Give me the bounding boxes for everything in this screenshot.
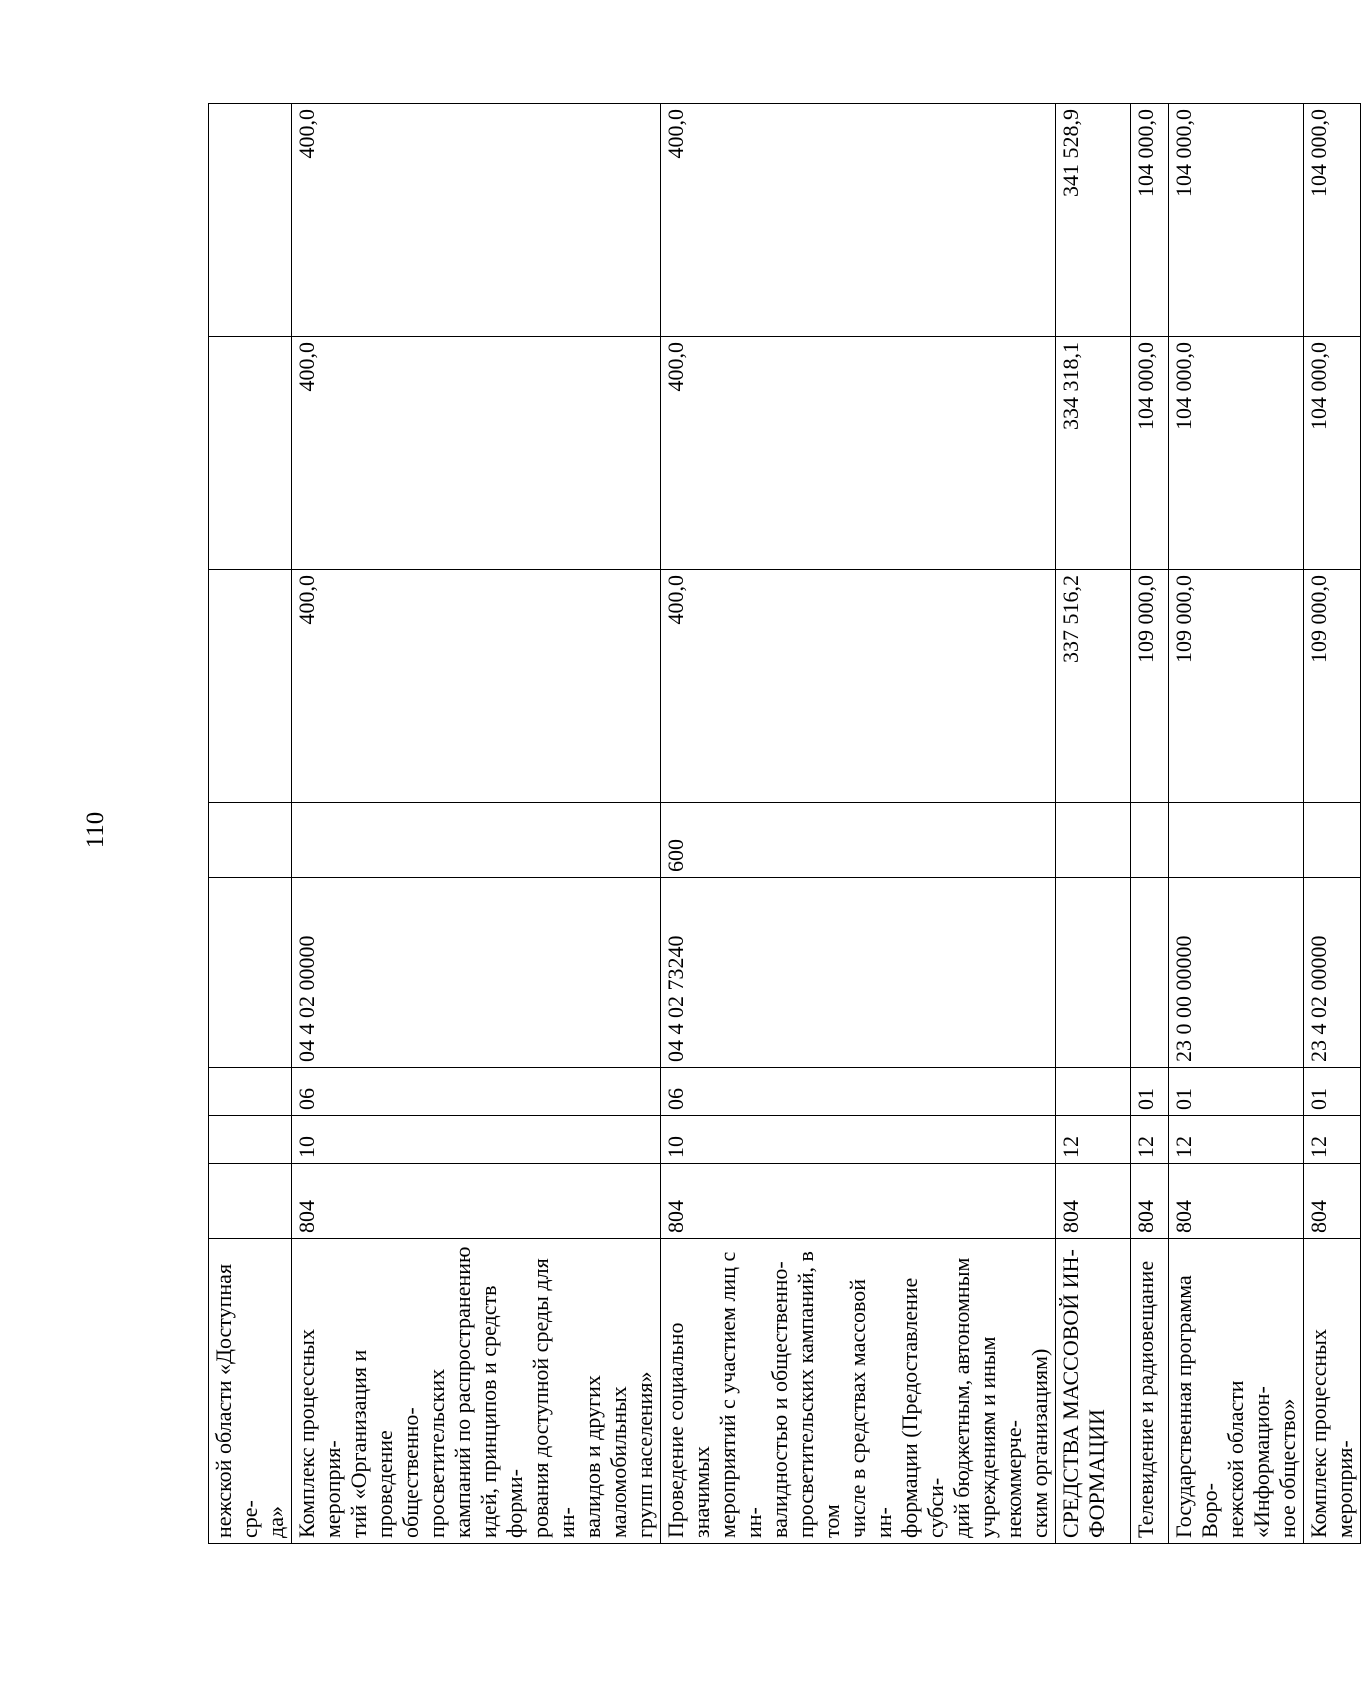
- csr-cell: 04 4 02 73240: [661, 878, 1056, 1068]
- csr-cell: [1056, 878, 1131, 1068]
- csr-cell: 23 0 00 00000: [1169, 878, 1304, 1068]
- csr-cell: [1131, 878, 1169, 1068]
- rz-cell: 12: [1169, 1116, 1304, 1164]
- year3-cell: 400,0: [661, 104, 1056, 337]
- table-row: [292, 104, 661, 1544]
- year1-cell: 109 000,0: [1131, 570, 1169, 803]
- vr-cell: 600: [661, 803, 1056, 878]
- table-row: [209, 104, 292, 1544]
- table-row: [1131, 104, 1169, 1544]
- budget-table: [208, 103, 1361, 1544]
- row-name: Телевидение и радиовещание: [1131, 1239, 1169, 1544]
- year1-cell: 109 000,0: [1304, 570, 1361, 803]
- year3-cell: 104 000,0: [1131, 104, 1169, 337]
- row-name: нежской области «Доступная сре- да»: [209, 1239, 292, 1544]
- year1-cell: [209, 570, 292, 803]
- table-row: [1056, 104, 1131, 1544]
- ved-cell: 804: [1304, 1164, 1361, 1239]
- row-name: Комплекс процессных мероприя-: [1304, 1239, 1361, 1544]
- csr-cell: [209, 878, 292, 1068]
- page-number: 110: [82, 811, 109, 849]
- year3-cell: [209, 104, 292, 337]
- ved-cell: 804: [292, 1164, 661, 1239]
- year2-cell: 104 000,0: [1304, 337, 1361, 570]
- year1-cell: 337 516,2: [1056, 570, 1131, 803]
- pr-cell: 06: [661, 1068, 1056, 1116]
- pr-cell: 01: [1304, 1068, 1361, 1116]
- year2-cell: 104 000,0: [1169, 337, 1304, 570]
- rz-cell: 12: [1131, 1116, 1169, 1164]
- year2-cell: 104 000,0: [1131, 337, 1169, 570]
- pr-cell: 06: [292, 1068, 661, 1116]
- budget-table-container: [208, 104, 1357, 1544]
- year3-cell: 400,0: [292, 104, 661, 337]
- table-row: [1304, 104, 1361, 1544]
- rz-cell: 10: [661, 1116, 1056, 1164]
- pr-cell: [1056, 1068, 1131, 1116]
- year3-cell: 341 528,9: [1056, 104, 1131, 337]
- row-name: Комплекс процессных мероприя- тий «Организация и проведение общественно-просветительских кампаний по распространению идей, принципов и средств форми- рования доступной среды для ин- валидов и других маломобильных групп населения»: [292, 1239, 661, 1544]
- year3-cell: 104 000,0: [1169, 104, 1304, 337]
- pr-cell: [209, 1068, 292, 1116]
- vr-cell: [1169, 803, 1304, 878]
- row-name: СРЕДСТВА МАССОВОЙ ИН- ФОРМАЦИИ: [1056, 1239, 1131, 1544]
- vr-cell: [1304, 803, 1361, 878]
- year2-cell: 400,0: [292, 337, 661, 570]
- rz-cell: 12: [1056, 1116, 1131, 1164]
- ved-cell: 804: [1056, 1164, 1131, 1239]
- year2-cell: 334 318,1: [1056, 337, 1131, 570]
- rz-cell: [209, 1116, 292, 1164]
- ved-cell: 804: [1131, 1164, 1169, 1239]
- ved-cell: [209, 1164, 292, 1239]
- year3-cell: 104 000,0: [1304, 104, 1361, 337]
- pr-cell: 01: [1169, 1068, 1304, 1116]
- ved-cell: 804: [1169, 1164, 1304, 1239]
- pr-cell: 01: [1131, 1068, 1169, 1116]
- rz-cell: 10: [292, 1116, 661, 1164]
- rz-cell: 12: [1304, 1116, 1361, 1164]
- year2-cell: [209, 337, 292, 570]
- year2-cell: 400,0: [661, 337, 1056, 570]
- year1-cell: 400,0: [661, 570, 1056, 803]
- year1-cell: 400,0: [292, 570, 661, 803]
- vr-cell: [1131, 803, 1169, 878]
- ved-cell: 804: [661, 1164, 1056, 1239]
- csr-cell: 04 4 02 00000: [292, 878, 661, 1068]
- table-row: [1169, 104, 1304, 1544]
- row-name: Государственная программа Воро- нежской области «Информацион- ное общество»: [1169, 1239, 1304, 1544]
- vr-cell: [292, 803, 661, 878]
- vr-cell: [209, 803, 292, 878]
- row-name: Проведение социально значимых мероприятий с участием лиц с ин- валидностью и общественно- просветительских кампаний, в том числе в средствах массовой ин- формации (Предоставление субси- дий бюджетным, автономным учреждениям и иным некоммерче- ским организациям): [661, 1239, 1056, 1544]
- csr-cell: 23 4 02 00000: [1304, 878, 1361, 1068]
- table-row: [661, 104, 1056, 1544]
- year1-cell: 109 000,0: [1169, 570, 1304, 803]
- vr-cell: [1056, 803, 1131, 878]
